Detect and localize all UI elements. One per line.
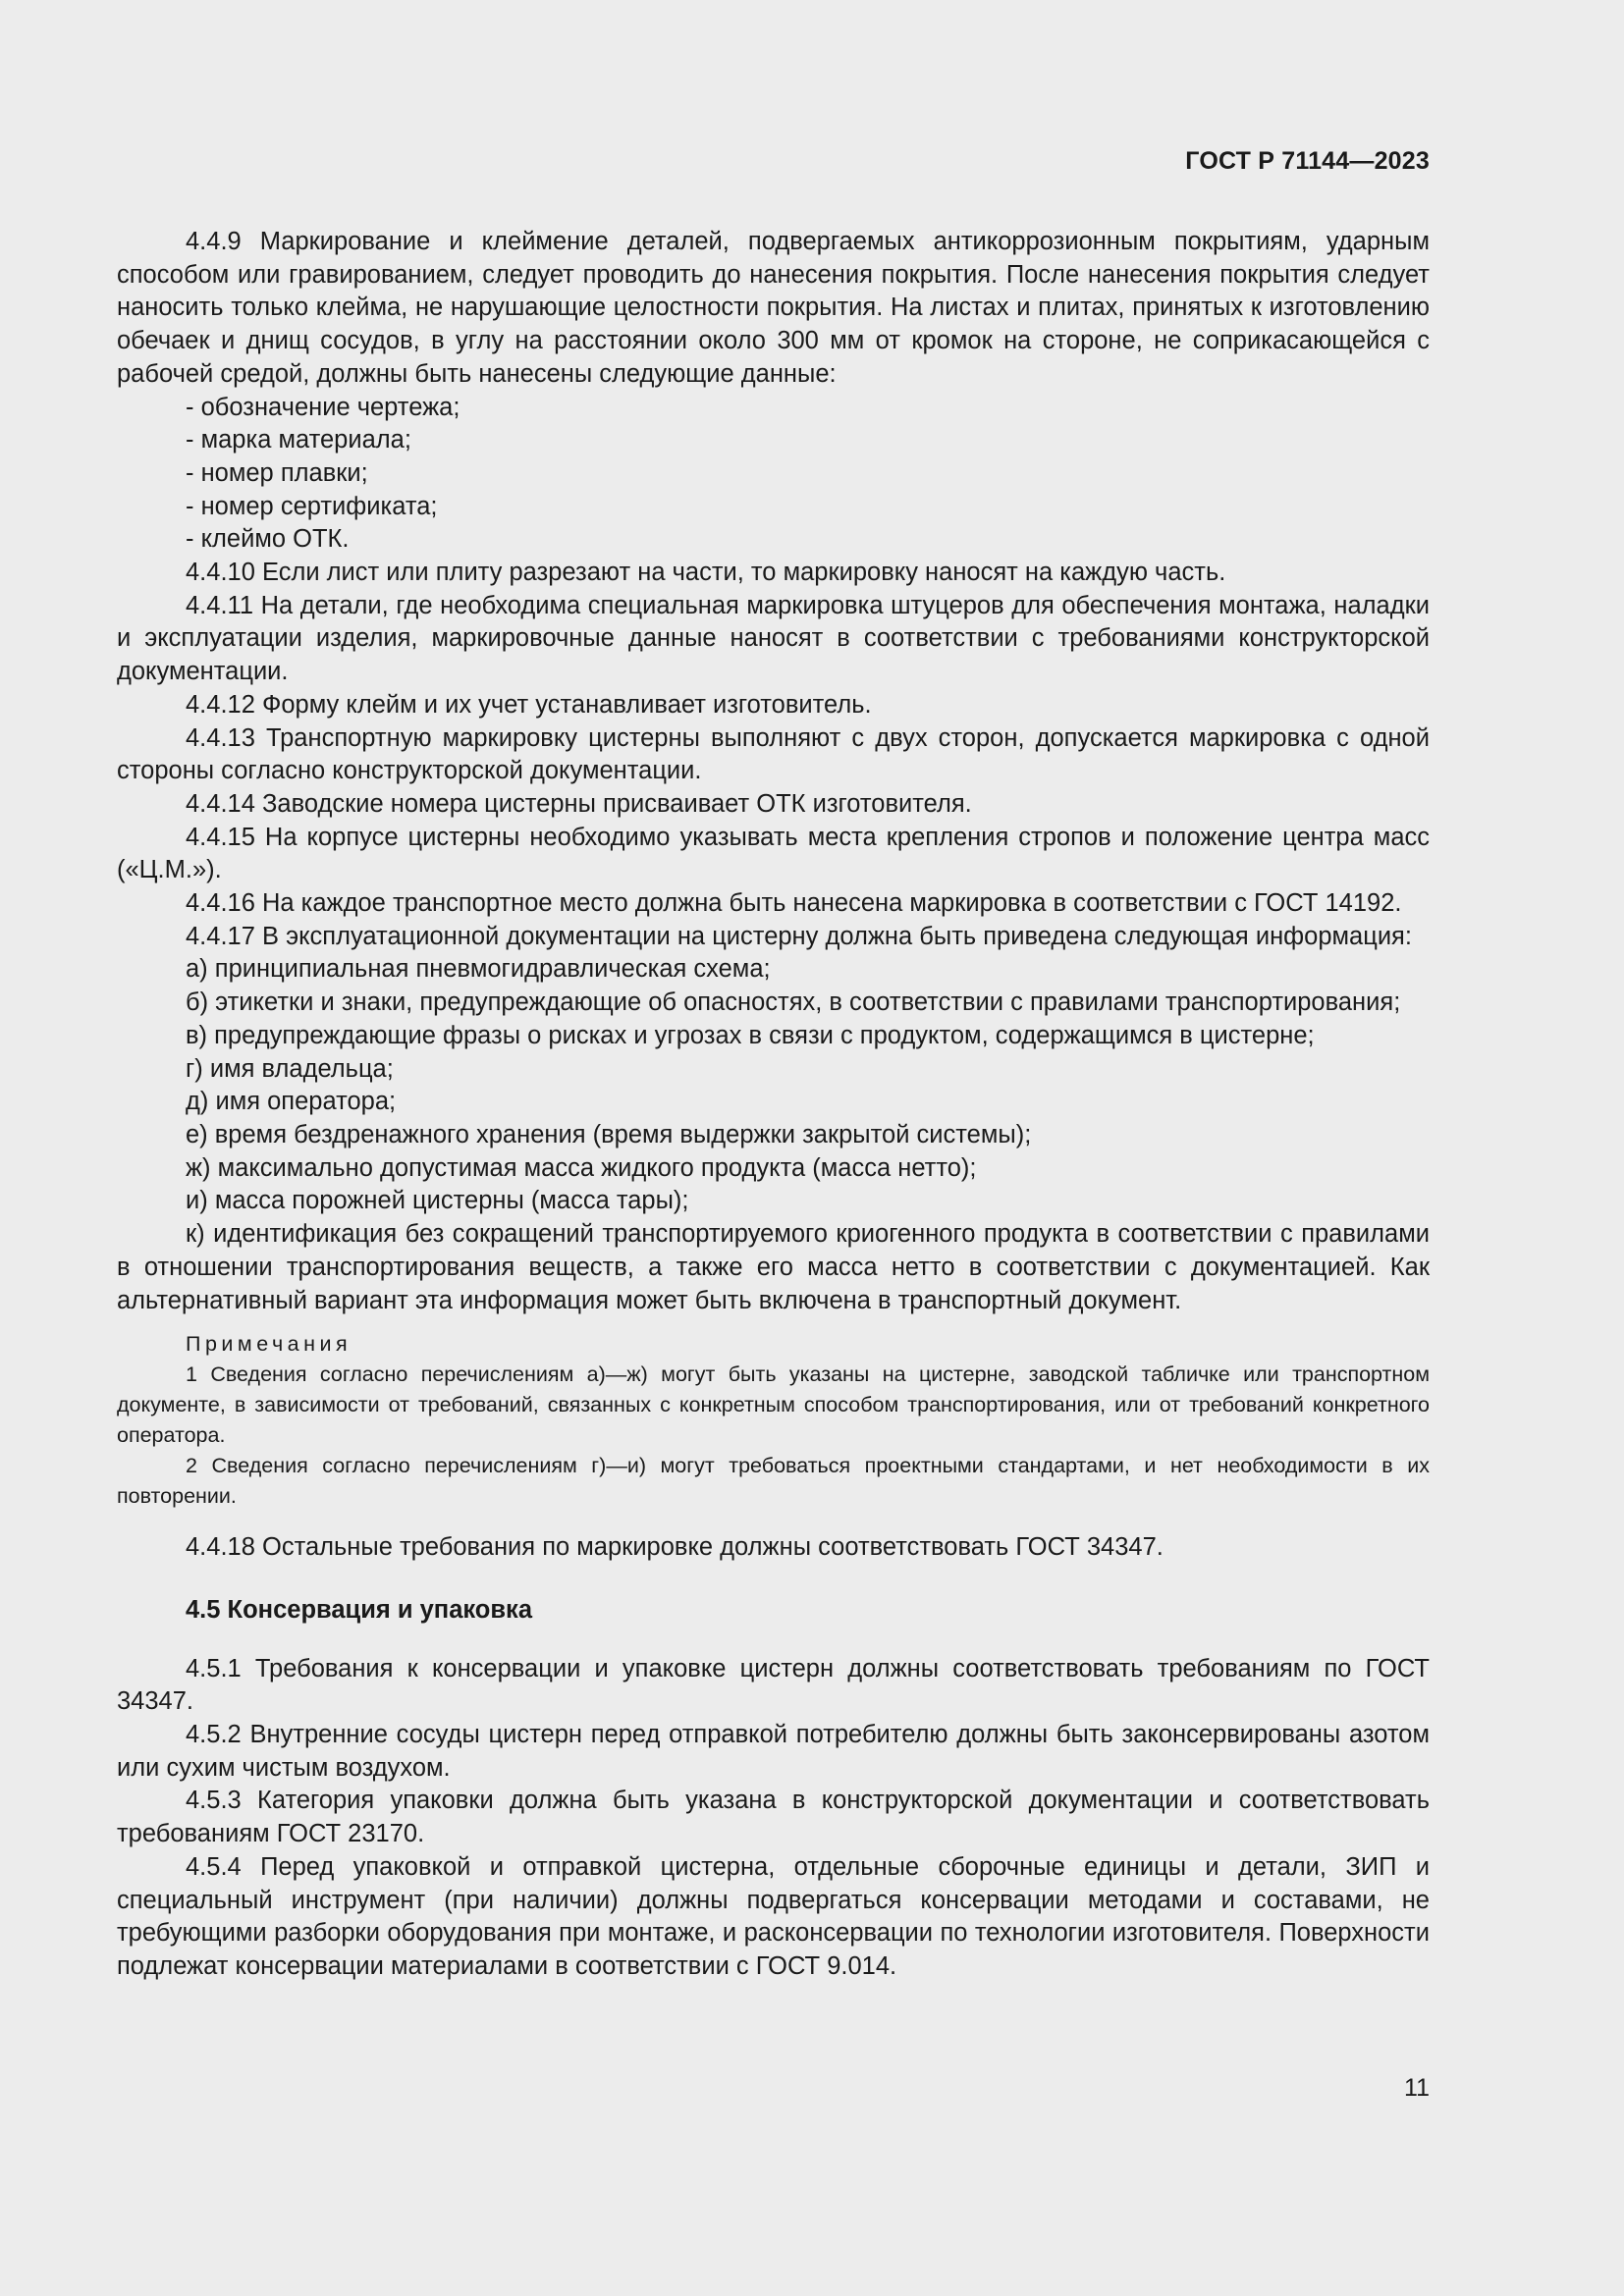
document-page <box>117 0 1430 2296</box>
list-item: б) этикетки и знаки, предупреждающие об опасностях, в соответствии с правилами транспортирования; <box>186 988 1401 1017</box>
paragraph-4-4-16: 4.4.16 На каждое транспортное место должна быть нанесена маркировка в соответствии с ГОСТ 14192. <box>186 889 1402 918</box>
paragraph-4-5-3: 4.5.3 Категория упаковки должна быть указана в конструкторской документации и соответствовать требованиям ГОСТ 23170. <box>117 1787 1430 1848</box>
list-item: г) имя владельца; <box>186 1054 394 1083</box>
list-item: е) время бездренажного хранения (время выдержки закрытой системы); <box>186 1120 1032 1148</box>
paragraph-4-4-12: 4.4.12 Форму клейм и их учет устанавливает изготовитель. <box>186 690 872 719</box>
list-item: в) предупреждающие фразы о рисках и угрозах в связи с продуктом, содержащимся в цистерне; <box>186 1021 1315 1049</box>
list-item: ж) максимально допустимая масса жидкого продукта (масса нетто); <box>186 1153 977 1182</box>
list-item: и) масса порожней цистерны (масса тары); <box>186 1187 689 1215</box>
list-item: - номер плавки; <box>186 458 368 487</box>
paragraph-4-5-2: 4.5.2 Внутренние сосуды цистерн перед отправкой потребителю должны быть законсервированы азотом или сухим чистым воздухом. <box>117 1721 1430 1782</box>
list-item: к) идентификация без сокращений транспортируемого криогенного продукта в соответствии с правилами в отношении транспортирования веществ, а также его масса нетто в соответствии с документацией. Как альтернативный вариант эта информация может быть включена в транспортный документ. <box>117 1220 1430 1314</box>
notes-title: Примечания <box>186 1332 352 1357</box>
document-code-header: ГОСТ Р 71144—2023 <box>1185 147 1430 175</box>
list-item: - обозначение чертежа; <box>186 393 460 421</box>
list-item: - марка материала; <box>186 426 411 454</box>
paragraph-4-4-10: 4.4.10 Если лист или плиту разрезают на части, то маркировку наносят на каждую часть. <box>186 559 1226 587</box>
list-item: а) принципиальная пневмогидравлическая схема; <box>186 955 771 984</box>
document-body <box>117 226 1430 1984</box>
paragraph-4-4-14: 4.4.14 Заводские номера цистерны присваивает ОТК изготовителя. <box>186 789 972 818</box>
paragraph-4-4-9: 4.4.9 Маркирование и клеймение деталей, подвергаемых антикоррозионным покрытиям, ударным способом или гравированием, следует проводить до нанесения покрытия. После нанесения покрытия следует наносить только клейма, не нарушающие целостности покрытия. На листах и плитах, принятых к изготовлению обечаек и днищ сосудов, в углу на расстоянии около 300 мм от кромок на стороне, не соприкасающейся с рабочей средой, должны быть нанесены следующие данные: <box>117 228 1430 388</box>
page-number: 11 <box>1404 2074 1430 2102</box>
list-item: - клеймо ОТК. <box>186 525 350 554</box>
paragraph-4-4-18: 4.4.18 Остальные требования по маркировке должны соответствовать ГОСТ 34347. <box>186 1533 1164 1562</box>
paragraph-4-4-11: 4.4.11 На детали, где необходима специальная маркировка штуцеров для обеспечения монтажа, наладки и эксплуатации изделия, маркировочные данные наносят в соответствии с требованиями конструкторской документации. <box>117 591 1430 686</box>
list-item: д) имя оператора; <box>186 1088 397 1116</box>
paragraph-4-4-15: 4.4.15 На корпусе цистерны необходимо указывать места крепления стропов и положение центра масс («Ц.М.»). <box>117 823 1430 884</box>
paragraph-4-5-4: 4.5.4 Перед упаковкой и отправкой цистерна, отдельные сборочные единицы и детали, ЗИП и специальный инструмент (при наличии) должны подвергаться консервации методами и составами, не требующими разборки оборудования при монтаже, и расконсервации по технологии изготовителя. Поверхности подлежат консервации материалами в соответствии с ГОСТ 9.014. <box>117 1852 1430 1980</box>
note-2: 2 Сведения согласно перечислениям г)—и) могут требоваться проектными стандартами, и нет необходимости в их повторении. <box>117 1454 1430 1509</box>
paragraph-4-5-1: 4.5.1 Требования к консервации и упаковке цистерн должны соответствовать требованиям по ГОСТ 34347. <box>117 1654 1430 1716</box>
paragraph-4-4-13: 4.4.13 Транспортную маркировку цистерны выполняют с двух сторон, допускается маркировка с одной стороны согласно конструкторской документации. <box>117 723 1430 785</box>
notes-block <box>117 1329 1430 1512</box>
paragraph-4-4-17: 4.4.17 В эксплуатационной документации на цистерну должна быть приведена следующая информация: <box>186 922 1412 950</box>
section-heading-4-5: 4.5 Консервация и упаковка <box>186 1595 533 1624</box>
list-item: - номер сертификата; <box>186 492 438 520</box>
note-1: 1 Сведения согласно перечислениям а)—ж) могут быть указаны на цистерне, заводской табличке или транспортном документе, в зависимости от требований, связанных с конкретным способом транспортирования, или от требований конкретного оператора. <box>117 1362 1430 1448</box>
